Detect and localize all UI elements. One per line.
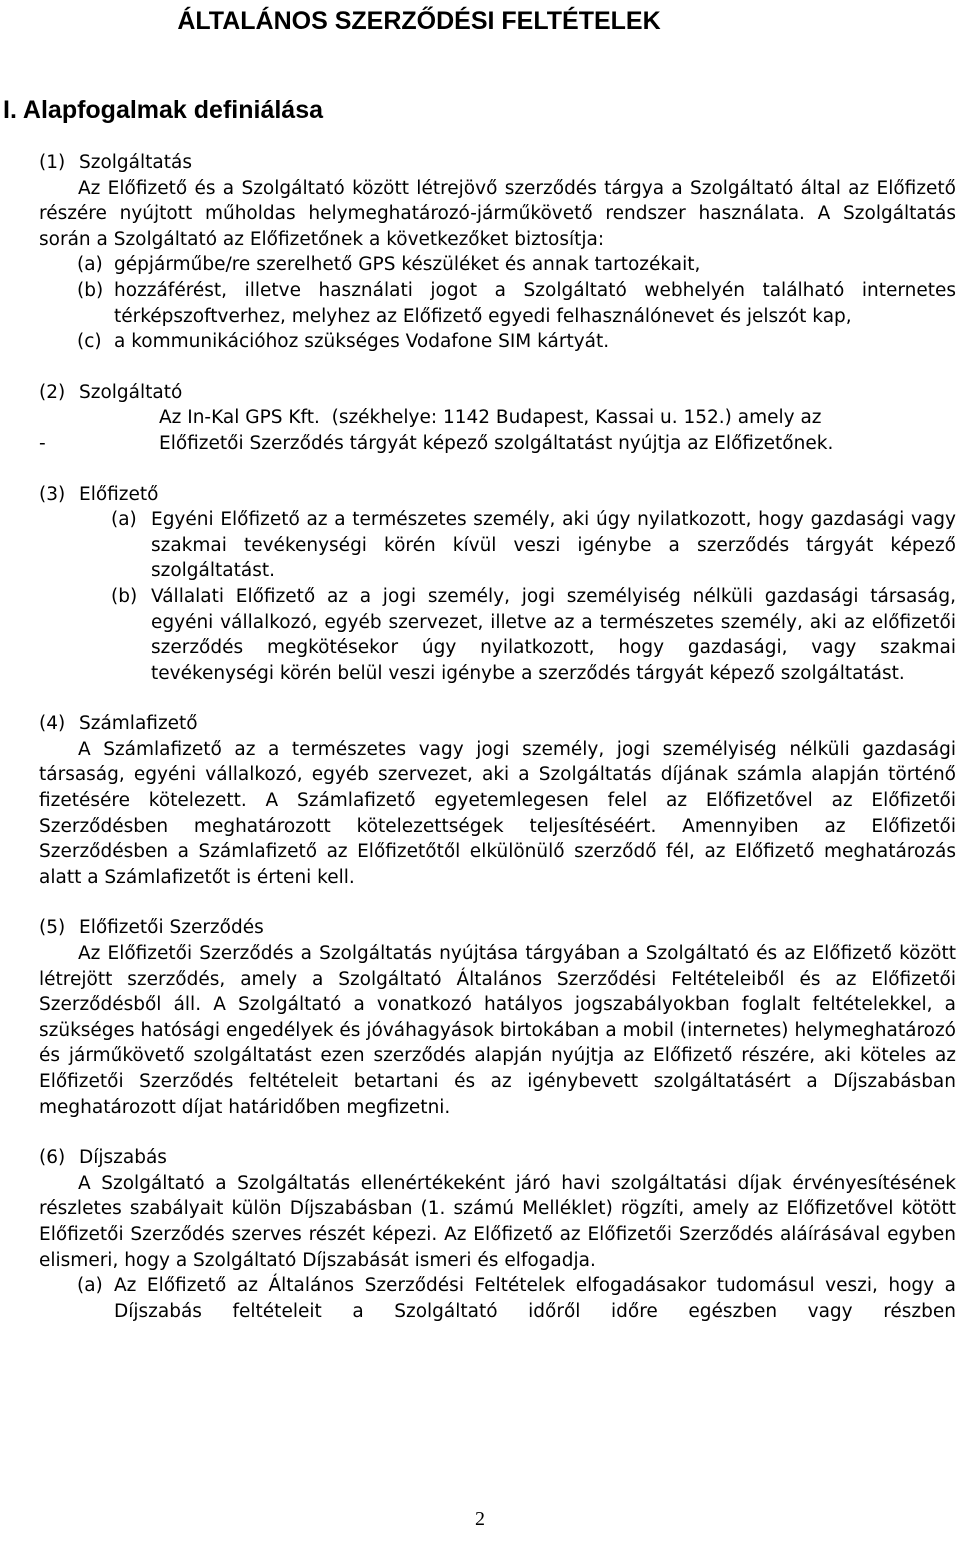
item-number: (6) (39, 1147, 66, 1169)
sub-marker: (b) (77, 279, 104, 301)
sub-item (39, 1273, 956, 1324)
item-label: Előfizetői Szerződés (79, 917, 264, 939)
item-label: Szolgáltató (79, 381, 183, 403)
definition-szamlafizeto (39, 711, 956, 890)
item-paragraph: Az Előfizetői Szerződés a Szolgáltatás nyújtása tárgyában a Szolgáltató és az Előfizető között létrejött szerződés, amely a Szolgáltató Általános Szerződési Feltételeiből és az Előfizetői Szerződésből áll. A Szolgáltató a vonatkozó hatályos jogszabályokban foglalt feltételekkel, a szükséges hatósági engedélyek és jóváhagyások birtokában a mobil (internetes) helymeghatározó és járműkövető szolgáltatást ezen szerződés alapján nyújtja az Előfizető részére, aki köteles az Előfizetői Szerződés feltételeit betartani és az igénybevett szolgáltatásért a Díjszabásban meghatározott díjat határidőben megfizetni. (39, 943, 956, 1118)
item-heading (39, 482, 956, 508)
item-number: (1) (39, 152, 66, 173)
item-heading (39, 1145, 956, 1171)
definition-szolgaltatas (39, 150, 956, 355)
document-title: ÁLTALÁNOS SZERZŐDÉSI FELTÉTELEK (177, 7, 661, 35)
sub-marker: (c) (77, 331, 102, 353)
sub-list (39, 507, 956, 686)
item-heading (39, 711, 956, 737)
sub-item (39, 507, 956, 584)
sub-item (39, 584, 956, 686)
sub-text: a kommunikációhoz szükséges Vodafone SIM kártyát. (114, 331, 610, 353)
definition-szolgaltato (39, 380, 956, 457)
provider-line: Az In-Kal GPS Kft. (székhelye: 1142 Budapest, Kassai u. 152.) amely az (159, 407, 822, 429)
sub-text: gépjárműbe/re szerelhető GPS készüléket és annak tartozékait, (114, 254, 701, 276)
document-page (3, 0, 956, 1324)
definition-dijszabas (39, 1145, 956, 1324)
item-number: (5) (39, 917, 66, 939)
sub-marker: (a) (77, 1275, 103, 1297)
sub-list (39, 252, 956, 354)
item-label: Díjszabás (79, 1147, 167, 1169)
provider-text: Előfizetői Szerződés tárgyát képező szolgáltatást nyújtja az Előfizetőnek. (159, 432, 834, 454)
sub-text: Egyéni Előfizető az a természetes személy, aki úgy nyilatkozott, hogy gazdasági vagy szakmai tevékenységi körén kívül veszi igénybe a szerződés tárgyát képező szolgáltatást. (151, 509, 956, 582)
sub-text: hozzáférést, illetve használati jogot a Szolgáltató webhelyén található internetes térképszoftverhez, melyhez az Előfizető egyedi felhasználónevet és jelszót kap, (114, 279, 956, 327)
item-number: (3) (39, 483, 66, 505)
item-label: Szolgáltatás (79, 152, 192, 173)
page-number: 2 (475, 1508, 485, 1530)
sub-marker: (b) (111, 585, 138, 607)
sub-list (39, 1273, 956, 1324)
section-heading: I. Alapfogalmak definiálása (3, 96, 324, 124)
sub-item (39, 252, 956, 278)
sub-marker: (a) (111, 509, 137, 531)
sub-item (39, 329, 956, 355)
item-number: (2) (39, 381, 66, 403)
dash-marker: - (39, 432, 46, 454)
item-paragraph: A Szolgáltató a Szolgáltatás ellenértékeként járó havi szolgáltatási díjak érvényesítésének részletes szabályait külön Díjszabásban (1. számú Melléklet) rögzíti, amely az Előfizetővel kötött Előfizetői Szerződés szerves részét képezi. Az Előfizető az Előfizetői Szerződés aláírásával egyben elismeri, hogy a Szolgáltató Díjszabását ismeri és elfogadja. (39, 1172, 956, 1271)
provider-dash-line (39, 431, 956, 457)
item-label: Előfizető (79, 483, 159, 505)
item-number: (4) (39, 713, 66, 735)
item-label: Számlafizető (79, 713, 198, 735)
sub-text: Az Előfizető az Általános Szerződési Feltételek elfogadásakor tudomásul veszi, hogy a Díjszabás feltételeit a Szolgáltató időről időre egészben vagy részben (114, 1275, 956, 1322)
sub-marker: (a) (77, 254, 103, 276)
definition-elofizeto (39, 482, 956, 687)
item-heading (39, 150, 956, 176)
item-heading (39, 915, 956, 941)
sub-text: Vállalati Előfizető az a jogi személy, jogi személyiség nélküli gazdasági társaság, egyéni vállalkozó, egyéb szervezet, illetve az a természetes személy, aki az előfizetői szerződés megkötésekor úgy nyilatkozott, hogy gazdasági, vagy szakmai tevékenységi körén belül veszi igénybe a szerződés tárgyát képező szolgáltatást. (151, 585, 956, 684)
item-heading (39, 380, 956, 406)
item-paragraph: A Számlafizető az a természetes vagy jogi személy, jogi személyiség nélküli gazdasági társaság, egyéni vállalkozó, egyéb szervezet, aki a Szolgáltatás díjának számla alapján történő fizetésére kötelezett. A Számlafizető egyetemlegesen felel az Előfizetővel az Előfizetői Szerződésben meghatározott kötelezettségek teljesítéséért. Amennyiben az Előfizetői Szerződésben a Számlafizető az Előfizetőtől elkülönülő szerződő fél, az Előfizető meghatározás alatt a Számlafizetőt is érteni kell. (39, 738, 956, 888)
item-paragraph: Az Előfizető és a Szolgáltató között létrejövő szerződés tárgya a Szolgáltató által az Előfizető részére nyújtott műholdas helymeghatározó-járműkövető rendszer használata. A Szolgáltatás során a Szolgáltató az Előfizetőnek a következőket biztosítja: (39, 177, 956, 250)
sub-item (39, 278, 956, 329)
definition-elofizetoi-szerzodes (39, 915, 956, 1120)
